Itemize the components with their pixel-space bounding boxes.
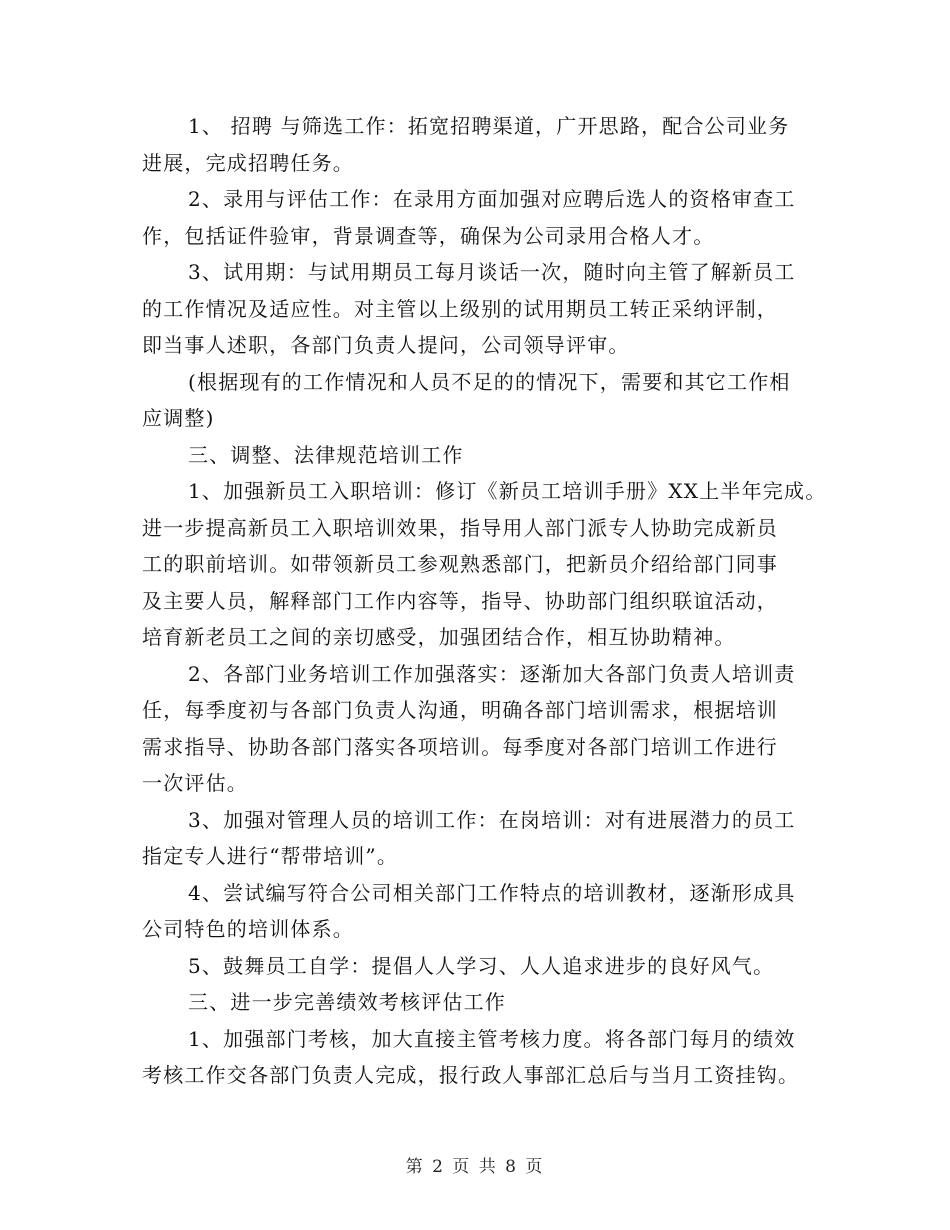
document-body <box>142 108 842 1094</box>
body-line: 3、加强对管理人员的培训工作：在岗培训：对有进展潜力的员工 <box>188 807 796 832</box>
body-line: 5、鼓舞员工自学：提倡人人学习、人人追求进步的良好风气。 <box>188 953 775 978</box>
body-line: (根据现有的工作情况和人员不足的的情况下，需要和其它工作相 <box>188 369 791 394</box>
body-line: 1、加强新员工入职培训：修订《新员工培训手册》XX上半年完成。 <box>188 479 827 503</box>
body-line: 指定专人进行“帮带培训”。 <box>142 844 399 868</box>
body-line: 进一步提高新员工入职培训效果，指导用人部门派专人协助完成新员 <box>142 515 778 540</box>
body-line: 4、尝试编写符合公司相关部门工作特点的培训教材，逐渐形成具 <box>188 880 796 905</box>
body-line: 应调整) <box>142 406 215 430</box>
body-line: 及主要人员，解释部门工作内容等，指导、协助部门组织联谊活动， <box>142 588 778 613</box>
body-line: 工的职前培训。如带领新员工参观熟悉部门，把新员介绍给部门同事 <box>142 552 778 576</box>
body-line: 的工作情况及适应性。对主管以上级别的试用期员工转正采纳评制， <box>142 296 778 321</box>
section-heading: 三、调整、法律规范培训工作 <box>188 442 464 467</box>
body-line: 一次评估。 <box>142 771 248 795</box>
body-line: 1、 招聘 与筛选工作：拓宽招聘渠道，广开思路，配合公司业务 <box>188 114 790 138</box>
body-line: 培育新老员工之间的亲切感受，加强团结合作，相互协助精神。 <box>142 625 736 649</box>
body-line: 3、试用期：与试用期员工每月谈话一次，随时向主管了解新员工 <box>188 260 796 284</box>
body-line: 需求指导、协助各部门落实各项培训。每季度对各部门培训工作进行 <box>142 734 778 759</box>
body-line: 任，每季度初与各部门负责人沟通，明确各部门培训需求，根据培训 <box>142 698 778 722</box>
body-line: 2、录用与评估工作：在录用方面加强对应聘后选人的资格审查工 <box>188 187 796 211</box>
page-number-footer: 第 2 页 共 8 页 <box>405 1157 545 1177</box>
body-line: 公司特色的培训体系。 <box>142 917 354 941</box>
body-line: 即当事人述职，各部门负责人提问，公司领导评审。 <box>142 333 630 357</box>
body-line: 考核工作交各部门负责人完成，报行政人事部汇总后与当月工资挂钩。 <box>142 1063 800 1087</box>
body-line: 2、各部门业务培训工作加强落实：逐渐加大各部门负责人培训责 <box>188 661 796 686</box>
body-line: 进展，完成招聘任务。 <box>142 150 354 175</box>
section-heading: 三、进一步完善绩效考核评估工作 <box>188 990 506 1014</box>
body-line: 作，包括证件验审，背景调查等，确保为公司录用合格人才。 <box>142 223 715 248</box>
body-line: 1、加强部门考核，加大直接主管考核力度。将各部门每月的绩效 <box>188 1026 796 1051</box>
